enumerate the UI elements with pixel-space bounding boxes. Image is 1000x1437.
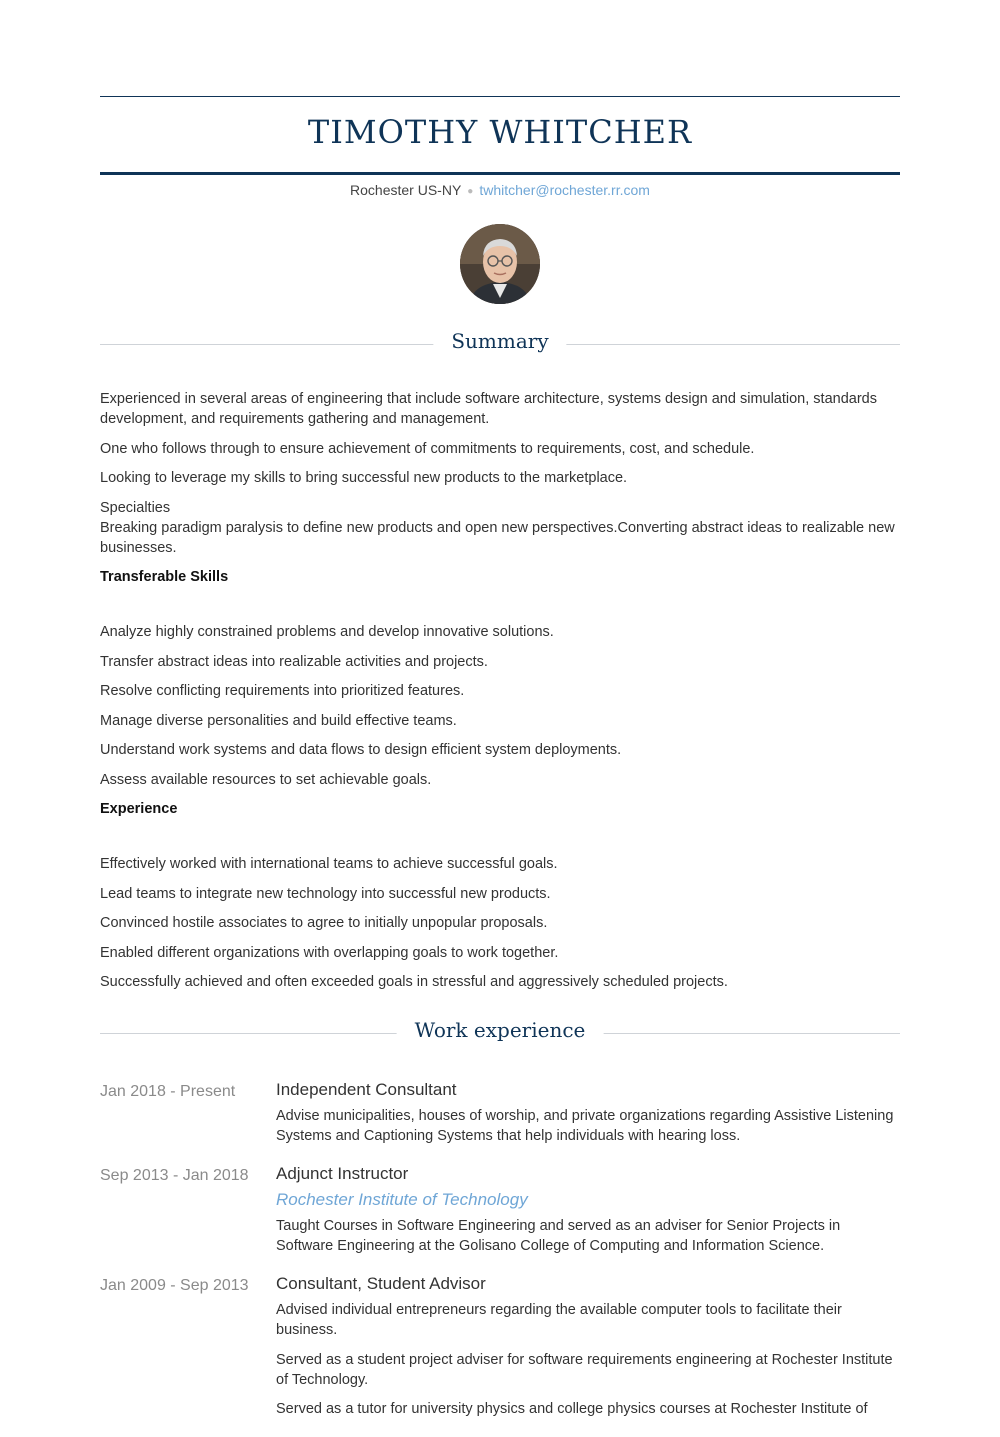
email-link[interactable]: twhitcher@rochester.rr.com — [479, 182, 650, 198]
job-body — [276, 1080, 900, 1146]
skill-item: Manage diverse personalities and build effective teams. — [100, 712, 457, 729]
candidate-name: TIMOTHY WHITCHER — [307, 113, 693, 151]
summary-heading: Summary — [433, 329, 566, 353]
contact-line — [100, 182, 900, 198]
job-description: Advised individual entrepreneurs regarding the available computer tools to facilitate their business. — [276, 1302, 842, 1338]
header-bottom-rule — [100, 172, 900, 175]
job-description: Advise municipalities, houses of worship, and private organizations regarding Assistive Listening Systems and Captioning Systems that help individuals with hearing loss. — [276, 1108, 894, 1144]
specialties-block — [100, 498, 900, 558]
header-top-rule — [100, 96, 900, 97]
job-description: Served as a student project adviser for software requirements engineering at Rochester Institute of Technology. — [276, 1351, 893, 1388]
work-heading: Work experience — [397, 1018, 604, 1042]
summary-section-header — [100, 329, 900, 359]
experience-item: Successfully achieved and often exceeded goals in stressful and aggressively scheduled projects. — [100, 974, 728, 990]
experience-item: Effectively worked with international teams to achieve successful goals. — [100, 856, 558, 872]
job-entry — [100, 1080, 900, 1146]
profile-photo-icon — [460, 224, 540, 304]
work-section-header — [100, 1018, 900, 1048]
company-link[interactable]: Rochester Institute of Technology — [276, 1190, 528, 1209]
skill-item: Resolve conflicting requirements into prioritized features. — [100, 683, 465, 699]
job-description: Served as a tutor for university physics and college physics courses at Rochester Institute of — [276, 1401, 868, 1417]
job-body — [276, 1164, 900, 1256]
job-entry — [100, 1164, 900, 1256]
skill-item: Transfer abstract ideas into realizable activities and projects. — [100, 653, 488, 670]
specialties-text: Breaking paradigm paralysis to define new products and open new perspectives.Converting abstract ideas to realizable new businesses. — [100, 519, 895, 556]
experience-item: Enabled different organizations with overlapping goals to work together. — [100, 944, 559, 961]
experience-item: Lead teams to integrate new technology into successful new products. — [100, 885, 551, 902]
avatar — [460, 224, 540, 304]
job-body — [276, 1274, 900, 1419]
skills-heading: Transferable Skills — [100, 569, 229, 585]
job-title: Adjunct Instructor — [276, 1164, 409, 1183]
location-text: Rochester US-NY — [350, 182, 462, 198]
summary-paragraph: Experienced in several areas of engineering that include software architecture, systems design and simulation, standards development, and requirements gathering and management. — [100, 391, 877, 427]
skill-item: Analyze highly constrained problems and develop innovative solutions. — [100, 624, 554, 640]
job-dates: Sep 2013 - Jan 2018 — [100, 1167, 249, 1184]
skill-item: Understand work systems and data flows to design efficient system deployments. — [100, 742, 622, 758]
separator-dot-icon: ● — [467, 185, 474, 197]
skill-item: Assess available resources to set achievable goals. — [100, 771, 432, 788]
experience-item: Convinced hostile associates to agree to initially unpopular proposals. — [100, 915, 548, 931]
specialties-label: Specialties — [100, 499, 171, 516]
job-description: Taught Courses in Software Engineering and served as an adviser for Senior Projects in Software Engineering at the Golisano College of Computing and Information Science. — [276, 1218, 841, 1254]
summary-section — [100, 389, 900, 1002]
job-entry — [100, 1274, 900, 1419]
experience-heading: Experience — [100, 801, 178, 817]
job-title: Consultant, Student Advisor — [276, 1274, 486, 1293]
job-dates: Jan 2009 - Sep 2013 — [100, 1277, 249, 1294]
work-section — [100, 1078, 900, 1437]
job-title: Independent Consultant — [276, 1080, 457, 1099]
job-dates: Jan 2018 - Present — [100, 1083, 236, 1100]
summary-paragraph: Looking to leverage my skills to bring successful new products to the marketplace. — [100, 470, 628, 486]
summary-paragraph: One who follows through to ensure achievement of commitments to requirements, cost, and schedule. — [100, 440, 755, 457]
